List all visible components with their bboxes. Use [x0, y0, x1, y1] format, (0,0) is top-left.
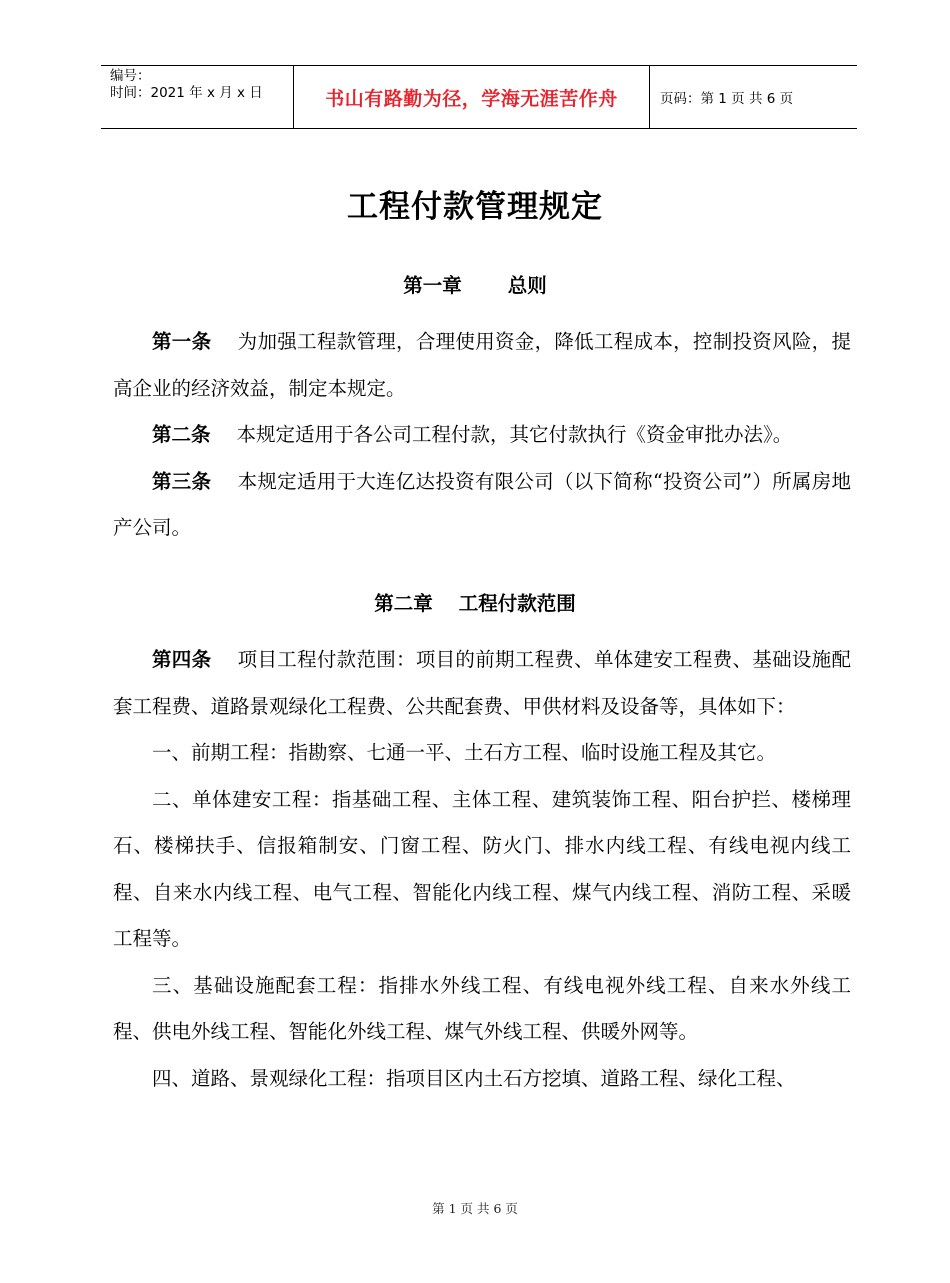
list-item: 二、单体建安工程：指基础工程、主体工程、建筑装饰工程、阳台护拦、楼梯理石、楼梯扶手、信报箱制安、门窗工程、防火门、排水内线工程、有线电视内线工程、自来水内线工程、电气工程、智能化内线工程、煤气内线工程、消防工程、采暖工程等。 [113, 787, 851, 950]
article-label: 第三条 [152, 469, 212, 493]
header-meta-cell [101, 66, 294, 128]
article-3 [113, 459, 851, 552]
chapter-name: 工程付款范围 [458, 592, 576, 615]
list-item: 一、前期工程：指勘察、七通一平、土石方工程、临时设施工程及其它。 [152, 741, 777, 764]
chapter1-body [113, 319, 851, 552]
chapter-number: 第一章 [403, 274, 462, 297]
chapter-number: 第二章 [374, 592, 433, 615]
list-item: 四、道路、景观绿化工程：指项目区内土石方挖填、道路工程、绿化工程、 [152, 1066, 796, 1090]
article-text: 本规定适用于大连亿达投资有限公司（以下简称“投资公司”）所属房地产公司。 [113, 469, 851, 539]
document-time-label: 时间：2021 年 x 月 x 日 [110, 85, 263, 101]
chapter-heading-2 [0, 588, 950, 616]
article-1 [113, 319, 851, 412]
article-text: 项目工程付款范围：项目的前期工程费、单体建安工程费、基础设施配套工程费、道路景观绿化工程费、公共配套费、甲供材料及设备等，具体如下： [113, 648, 851, 718]
chapter2-body [113, 637, 851, 1102]
chapter-name: 总则 [507, 274, 547, 297]
chapter-heading-1 [0, 270, 950, 298]
header-page-label: 页码：第 1 页 共 6 页 [660, 91, 794, 107]
article-text: 为加强工程款管理，合理使用资金，降低工程成本，控制投资风险，提高企业的经济效益，制定本规定。 [113, 330, 851, 400]
article-label: 第一条 [152, 330, 212, 353]
header-table [101, 65, 857, 129]
header-motto: 书山有路勤为径，学海无涯苦作舟 [294, 66, 650, 128]
article-label: 第二条 [152, 423, 211, 446]
page-footer: 第 1 页 共 6 页 [432, 1201, 518, 1216]
document-number-label: 编号： [110, 68, 151, 84]
article-text: 本规定适用于各公司工程付款，其它付款执行《资金审批办法》。 [236, 423, 793, 446]
article-2 [113, 412, 851, 459]
article-label: 第四条 [152, 648, 212, 671]
document-title: 工程付款管理规定 [347, 189, 603, 225]
list-item: 三、基础设施配套工程：指排水外线工程、有线电视外线工程、自来水外线工程、供电外线工程、智能化外线工程、煤气外线工程、供暖外网等。 [113, 973, 851, 1043]
article-4 [113, 637, 851, 730]
